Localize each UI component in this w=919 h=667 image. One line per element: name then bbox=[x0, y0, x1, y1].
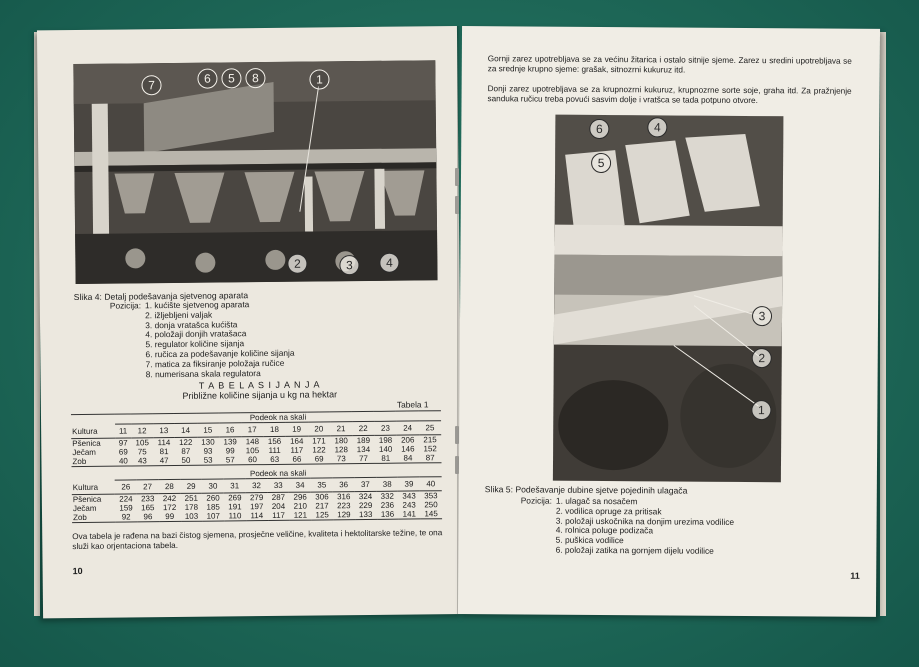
legend-item: 6. ručica za podešavanje količine sijanja bbox=[145, 347, 295, 360]
podeok-column-header: 31 bbox=[230, 481, 240, 491]
table-cell: 156 bbox=[267, 436, 282, 447]
table-cell: 125 bbox=[315, 510, 329, 520]
table-cell: 114 bbox=[250, 511, 264, 521]
table-cell: 251 bbox=[184, 493, 199, 503]
table-cell: 171 bbox=[312, 436, 326, 446]
table-cell: 210 bbox=[293, 501, 308, 511]
table-cell: 197 bbox=[249, 502, 264, 512]
table-cell: 129 bbox=[337, 510, 351, 520]
table-cell: 122 bbox=[179, 437, 193, 447]
legend-item: 5. regulator količine sijanja bbox=[145, 338, 245, 350]
podeok-column-header: 29 bbox=[186, 481, 196, 491]
photo-marker-4: 4 bbox=[647, 117, 667, 137]
table-cell: 92 bbox=[121, 512, 131, 522]
table-footnote: Ova tabela je rađena na bazi čistog sjemena, prosječne veličine, kvaliteta i hektolitarske težine, te ona služi kao orjentaciona tabela. bbox=[72, 528, 443, 551]
table-cell: 243 bbox=[402, 500, 416, 510]
table-cell: 117 bbox=[272, 510, 286, 520]
table-cell: 139 bbox=[223, 437, 237, 447]
table-cell: 97 bbox=[118, 438, 128, 448]
seeder-mechanism-photo bbox=[73, 60, 437, 284]
figure-4-legend bbox=[110, 300, 295, 380]
podeok-column-header: 27 bbox=[143, 482, 153, 492]
photo-marker-1: 1 bbox=[309, 69, 329, 89]
table-cell: 130 bbox=[201, 437, 215, 447]
table-cell: 159 bbox=[119, 503, 133, 513]
legend-title: Pozicija: bbox=[109, 300, 142, 311]
table-cell: 353 bbox=[424, 491, 438, 501]
table-cell: 191 bbox=[228, 502, 242, 512]
table-cell: 50 bbox=[181, 455, 191, 465]
podeok-column-header: 12 bbox=[137, 426, 147, 436]
table-cell: 236 bbox=[380, 500, 395, 510]
legend-item: 4. položaji donjih vratašaca bbox=[145, 328, 247, 340]
podeok-column-header: 33 bbox=[273, 480, 283, 490]
podeok-column-header: 22 bbox=[358, 423, 368, 434]
table-cell: 122 bbox=[312, 445, 326, 455]
table-cell: 93 bbox=[203, 446, 213, 456]
table-cell: 63 bbox=[270, 454, 280, 464]
podeok-column-header: 40 bbox=[426, 479, 436, 489]
podeok-column-header: 16 bbox=[225, 425, 235, 435]
table-cell: 136 bbox=[380, 509, 395, 519]
podeok-header: Podeok na skali bbox=[115, 411, 441, 424]
table-cell: 180 bbox=[334, 436, 348, 446]
row-label: Zob bbox=[73, 512, 87, 523]
table-cell: 47 bbox=[159, 456, 169, 466]
table-cell: 217 bbox=[315, 501, 329, 511]
table-cell: 43 bbox=[137, 456, 147, 466]
table-cell: 148 bbox=[245, 437, 260, 447]
table-cell: 69 bbox=[314, 454, 324, 464]
table-cell: 114 bbox=[157, 438, 171, 448]
table-cell: 140 bbox=[378, 444, 393, 454]
table-cell: 81 bbox=[159, 447, 169, 457]
page-number-left: 10 bbox=[72, 565, 83, 577]
table-cell: 260 bbox=[206, 493, 220, 503]
table-cell: 105 bbox=[135, 438, 149, 448]
open-booklet bbox=[34, 26, 886, 626]
row-label: Pšenica bbox=[72, 494, 102, 505]
podeok-column-header: 15 bbox=[203, 425, 213, 435]
table-cell: 165 bbox=[141, 503, 155, 513]
right-page bbox=[458, 26, 880, 617]
legend-item: 5. puškica vodilice bbox=[555, 534, 624, 546]
table-cell: 306 bbox=[315, 492, 329, 502]
table-cell: 178 bbox=[184, 502, 199, 512]
table-cell: 87 bbox=[425, 453, 435, 463]
table-cell: 172 bbox=[162, 502, 177, 513]
row-label: Ječam bbox=[72, 447, 96, 458]
table-cell: 110 bbox=[228, 511, 242, 521]
table-cell: 73 bbox=[336, 454, 346, 464]
row-label: Pšenica bbox=[72, 438, 101, 449]
podeok-column-header: 24 bbox=[403, 423, 413, 433]
table-cell: 107 bbox=[206, 511, 220, 521]
figure-4-caption: Slika 4: Detalj podešavanja sjetvenog aparata bbox=[73, 290, 249, 303]
podeok-column-header: 39 bbox=[404, 479, 414, 489]
legend-item: 1. ulagač sa nosačem bbox=[555, 495, 638, 507]
table-cell: 121 bbox=[293, 510, 308, 520]
table-cell: 57 bbox=[225, 455, 235, 465]
podeok-column-header: 11 bbox=[118, 426, 128, 436]
podeok-column-header: 36 bbox=[339, 480, 349, 490]
table-cell: 84 bbox=[403, 453, 413, 463]
legend-item: 2. vodilica opruge za pritisak bbox=[555, 505, 662, 517]
table-cell: 141 bbox=[402, 509, 416, 519]
figure-5-legend bbox=[520, 496, 734, 556]
table-cell: 53 bbox=[203, 455, 213, 465]
photo-marker-3: 3 bbox=[339, 255, 359, 275]
table-cell: 229 bbox=[358, 500, 373, 511]
podeok-column-header: 30 bbox=[208, 481, 218, 491]
staple-upper bbox=[455, 196, 459, 214]
podeok-column-header: 14 bbox=[181, 425, 191, 435]
table-cell: 224 bbox=[119, 494, 133, 504]
table-cell: 242 bbox=[162, 493, 177, 504]
legend-item: 7. matica za fiksiranje položaja ručice bbox=[145, 357, 285, 370]
photo-marker-1: 1 bbox=[751, 400, 771, 420]
table-cell: 111 bbox=[268, 445, 281, 456]
page-number-right: 11 bbox=[850, 570, 860, 581]
legend-item: 3. donja vratašca kućišta bbox=[145, 318, 238, 330]
table-cell: 250 bbox=[424, 500, 438, 510]
table-cell: 66 bbox=[292, 454, 302, 464]
kultura-header: Kultura bbox=[72, 482, 99, 492]
table-cell: 99 bbox=[225, 446, 235, 456]
page-stack-right bbox=[880, 32, 886, 616]
table-cell: 189 bbox=[356, 435, 371, 446]
table-cell: 134 bbox=[356, 444, 371, 455]
table-cell: 223 bbox=[337, 501, 351, 511]
row-label: Zob bbox=[72, 456, 87, 467]
table-cell: 287 bbox=[271, 492, 286, 502]
table-title: T A B E L A S I J A N J A bbox=[198, 379, 321, 391]
table-cell: 343 bbox=[402, 491, 416, 501]
photo-marker-8: 8 bbox=[245, 68, 265, 88]
table-cell: 146 bbox=[401, 444, 415, 454]
legend-item: 1. kućište sjetvenog aparata bbox=[144, 299, 250, 311]
podeok-column-header: 19 bbox=[292, 424, 302, 434]
staple-top bbox=[455, 168, 459, 186]
table-cell: 133 bbox=[358, 509, 373, 520]
table-cell: 105 bbox=[245, 446, 260, 456]
podeok-column-header: 18 bbox=[269, 424, 279, 434]
podeok-column-header: 35 bbox=[317, 480, 327, 490]
table-cell: 96 bbox=[143, 512, 153, 522]
legend-item: 3. položaji uskočnika na donjim urezima vodilice bbox=[555, 515, 735, 527]
table-cell: 316 bbox=[337, 492, 351, 502]
paragraph-notch-lower: Donji zarez upotrebljava se za krupnozrni kukuruz, krupnozrne sorte soje, graha itd. Za pražnjenje sanduka ručicu treba povući sasvim dolje i vratšca se tada potpuno otvore. bbox=[487, 84, 852, 105]
legend-item: 4. rolnica poluge podizača bbox=[555, 525, 654, 536]
table-cell: 69 bbox=[118, 447, 128, 457]
photo-marker-5: 5 bbox=[221, 68, 241, 88]
table-subtitle: Približne količine sijanja u kg na hektar bbox=[182, 389, 338, 401]
podeok-column-header: 21 bbox=[336, 424, 346, 434]
table-cell: 215 bbox=[423, 435, 437, 445]
podeok-column-header: 17 bbox=[247, 425, 257, 435]
table-cell: 87 bbox=[181, 446, 191, 456]
podeok-column-header: 13 bbox=[159, 426, 169, 436]
podeok-header: Podeok na skali bbox=[115, 467, 442, 480]
podeok-column-header: 34 bbox=[295, 480, 305, 490]
seeding-table-block-1 bbox=[71, 410, 442, 467]
photo-marker-3: 3 bbox=[752, 306, 772, 326]
photo-marker-6: 6 bbox=[197, 69, 217, 89]
paragraph-notch-upper: Gornji zarez upotrebljava se za većinu žitarica i ostalo sitnije sjeme. Zarez u sredini upotrebljava se za srednje krupno sjeme: grašak, sitnozrni kukuruz itd. bbox=[487, 54, 852, 75]
photo-marker-5: 5 bbox=[591, 153, 611, 173]
figure-5-caption: Slika 5: Podešavanje dubine sjetve pojedinih ulagača bbox=[484, 484, 688, 496]
podeok-column-header: 28 bbox=[164, 482, 174, 492]
table-cell: 332 bbox=[380, 491, 395, 501]
left-page bbox=[37, 26, 463, 618]
table-cell: 81 bbox=[381, 453, 391, 463]
photo-marker-2: 2 bbox=[752, 348, 772, 368]
podeok-column-header: 20 bbox=[314, 424, 324, 434]
table-cell: 77 bbox=[359, 453, 369, 464]
table-cell: 117 bbox=[290, 445, 304, 455]
podeok-column-header: 32 bbox=[252, 481, 262, 491]
table-cell: 198 bbox=[378, 435, 393, 445]
table-cell: 152 bbox=[423, 444, 437, 454]
table-cell: 296 bbox=[293, 492, 307, 502]
legend-item: 2. ižljebljeni valjak bbox=[145, 309, 213, 321]
photo-marker-2: 2 bbox=[287, 254, 307, 274]
seeding-table-block-2 bbox=[72, 467, 443, 523]
kultura-header: Kultura bbox=[72, 426, 98, 436]
table-label: Tabela 1 bbox=[396, 399, 429, 410]
table-cell: 204 bbox=[271, 501, 286, 511]
table-cell: 128 bbox=[334, 445, 348, 455]
podeok-column-header: 38 bbox=[382, 479, 392, 489]
podeok-column-header: 26 bbox=[121, 482, 131, 492]
table-cell: 324 bbox=[358, 491, 373, 502]
podeok-column-header: 25 bbox=[425, 423, 435, 433]
table-cell: 279 bbox=[249, 493, 264, 503]
table-cell: 206 bbox=[401, 435, 415, 445]
table-cell: 60 bbox=[248, 455, 258, 465]
table-cell: 145 bbox=[424, 509, 438, 519]
table-cell: 269 bbox=[228, 493, 242, 503]
table-cell: 103 bbox=[184, 511, 199, 521]
table-cell: 185 bbox=[206, 502, 220, 512]
table-cell: 75 bbox=[137, 447, 147, 457]
seed-drill-depth-photo bbox=[553, 115, 784, 483]
table-cell: 233 bbox=[140, 494, 155, 504]
row-label: Ječam bbox=[72, 503, 97, 514]
podeok-column-header: 37 bbox=[360, 479, 370, 490]
legend-title: Pozicija: bbox=[520, 495, 552, 506]
photo-marker-6: 6 bbox=[589, 119, 609, 139]
legend-item: 8. numerisana skala regulatora bbox=[145, 367, 261, 379]
table-cell: 40 bbox=[118, 456, 128, 466]
photo-marker-4: 4 bbox=[379, 253, 399, 273]
table-cell: 164 bbox=[290, 436, 304, 446]
photo-marker-7: 7 bbox=[141, 75, 161, 95]
table-cell: 99 bbox=[165, 512, 175, 522]
podeok-column-header: 23 bbox=[380, 423, 390, 433]
legend-item: 6. položaji zatika na gornjem dijelu vodilice bbox=[555, 544, 714, 556]
